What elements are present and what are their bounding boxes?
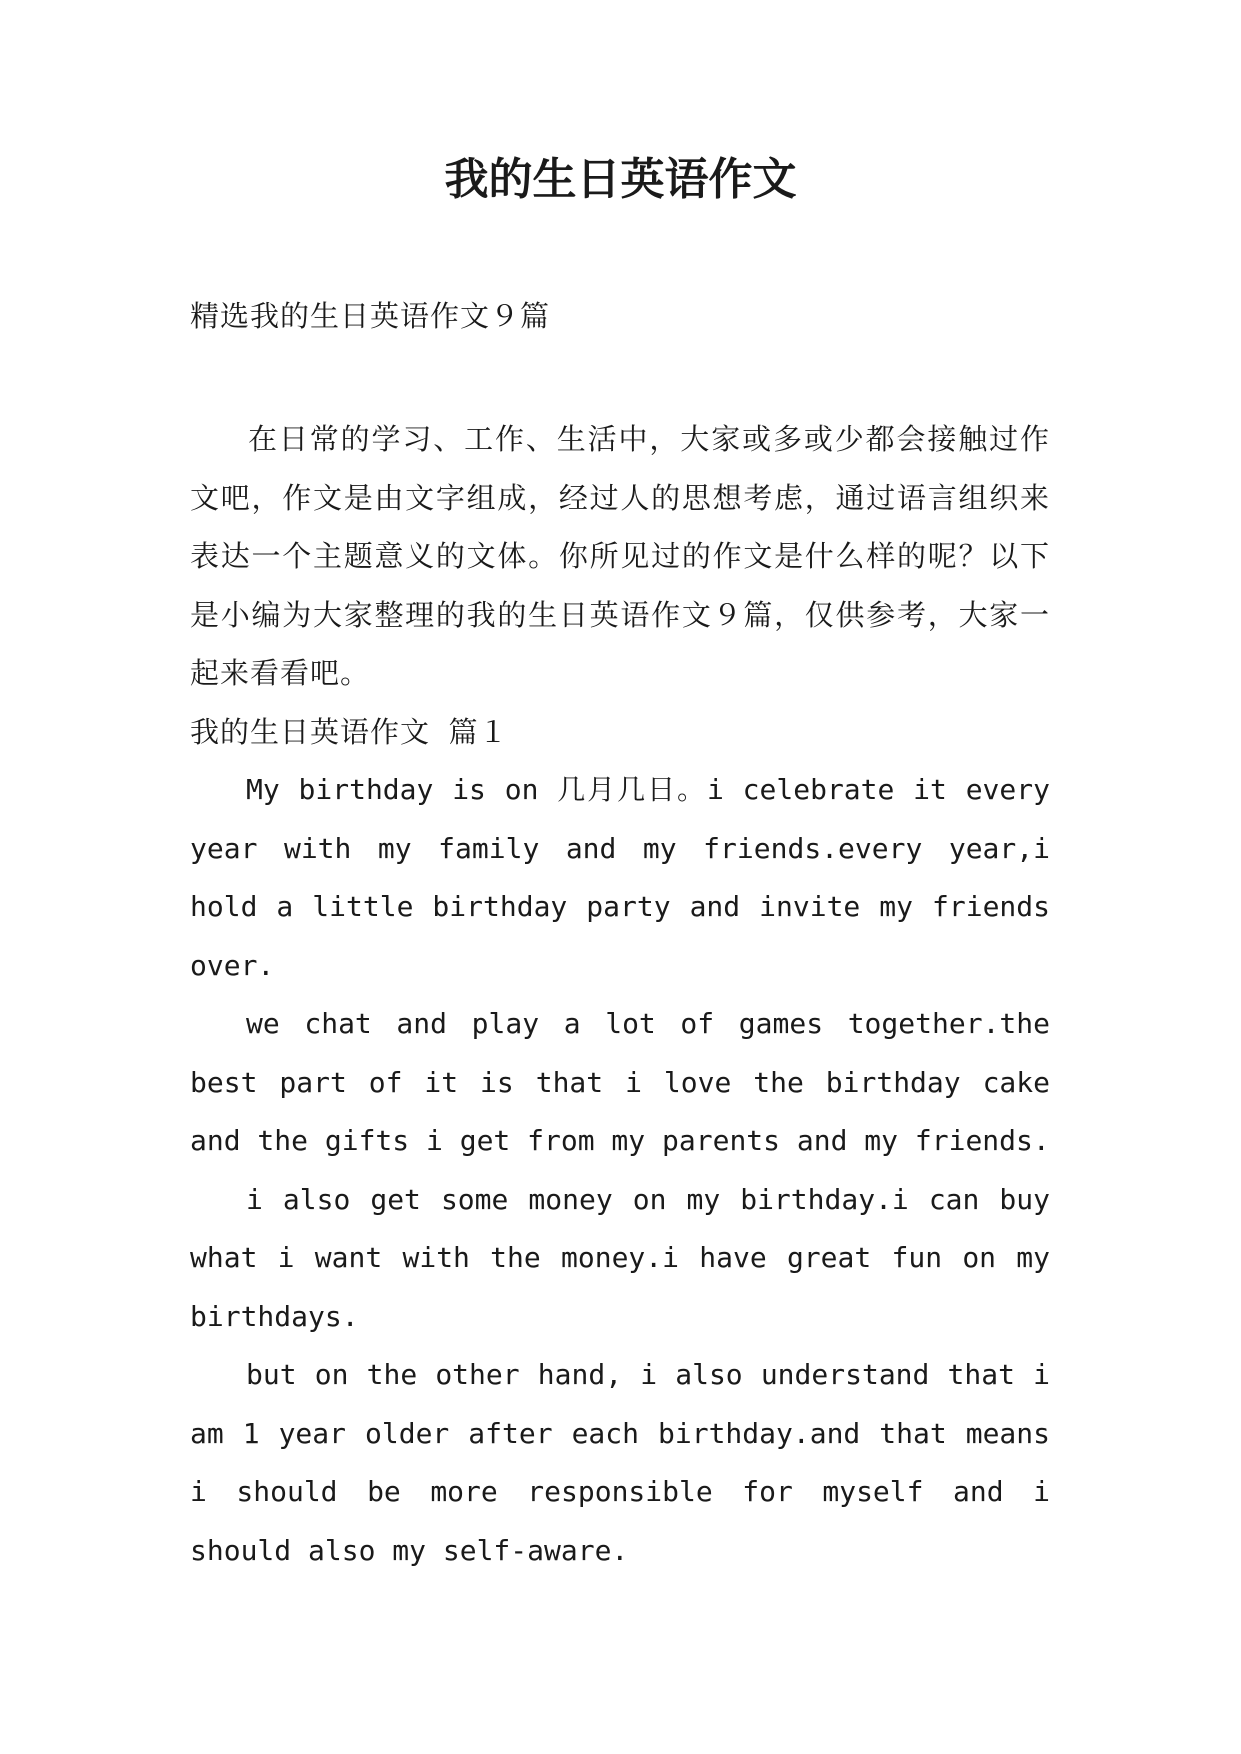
section-heading: 我的生日英语作文 篇１	[190, 714, 509, 749]
essay-paragraph-3: i also get some money on my birthday.i can buy what i want with the money.i have great fun on my birthdays.	[190, 1182, 1050, 1333]
document-body	[190, 410, 1050, 1580]
document-subtitle: 精选我的生日英语作文９篇	[190, 299, 551, 333]
essay-paragraph-1: My birthday is on 几月几日。i celebrate it every year with my family and my friends.every year,i hold a little birthday party and invite my friends over.	[190, 773, 1050, 982]
essay-paragraph-4: but on the other hand, i also understand that i am 1 year older after each birthday.and that means i should be more responsible for myself and i should also my self-aware.	[190, 1358, 1050, 1567]
document-title: 我的生日英语作文	[444, 154, 797, 205]
essay-paragraph-2: we chat and play a lot of games together.the best part of it is that i love the birthday cake and the gifts i get from my parents and my friends.	[190, 1007, 1050, 1157]
intro-paragraph: 在日常的学习、工作、生活中，大家或多或少都会接触过作文吧，作文是由文字组成，经过人的思想考虑，通过语言组织来表达一个主题意义的文体。你所见过的作文是什么样的呢？以下是小编为大家整理的我的生日英语作文９篇，仅供参考，大家一起来看看吧。	[190, 422, 1050, 690]
